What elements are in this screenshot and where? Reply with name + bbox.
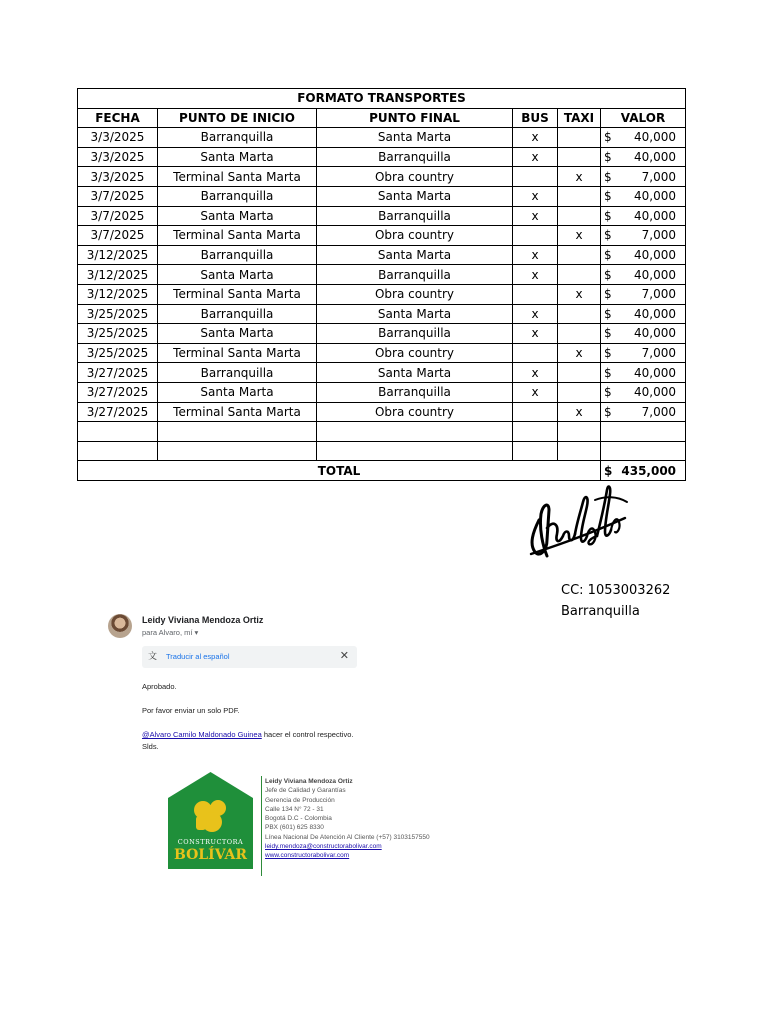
cell-final: Santa Marta xyxy=(317,245,513,265)
table-row xyxy=(78,226,686,246)
cell-fecha: 3/27/2025 xyxy=(78,363,158,383)
signer-city: Barranquilla xyxy=(561,604,640,619)
cell-bus: x xyxy=(513,245,558,265)
cell-final: Obra country xyxy=(317,284,513,304)
currency-symbol: $ xyxy=(604,404,612,419)
cell-final: Barranquilla xyxy=(317,265,513,285)
cell-valor xyxy=(601,128,686,148)
currency-symbol: $ xyxy=(604,150,612,165)
cell-taxi xyxy=(558,128,601,148)
cell-bus xyxy=(513,167,558,187)
cell-bus xyxy=(513,226,558,246)
col-header-bus: BUS xyxy=(513,108,558,128)
cell-final: Santa Marta xyxy=(317,363,513,383)
handwritten-signature xyxy=(525,480,635,565)
cell-valor xyxy=(601,304,686,324)
currency-symbol: $ xyxy=(604,287,612,302)
cell-final: Obra country xyxy=(317,402,513,422)
cell-bus xyxy=(513,284,558,304)
currency-symbol: $ xyxy=(604,365,612,380)
cell-fecha: 3/3/2025 xyxy=(78,147,158,167)
cell-inicio: Terminal Santa Marta xyxy=(158,284,317,304)
translate-icon: 文 xyxy=(148,651,158,661)
currency-symbol: $ xyxy=(604,189,612,204)
cell-valor xyxy=(601,147,686,167)
email-signature xyxy=(265,777,430,861)
cell-taxi: x xyxy=(558,343,601,363)
table-row xyxy=(78,324,686,344)
cell-valor xyxy=(601,402,686,422)
cell-taxi xyxy=(558,245,601,265)
cell-fecha: 3/25/2025 xyxy=(78,343,158,363)
cell-bus xyxy=(513,343,558,363)
cell-inicio: Terminal Santa Marta xyxy=(158,167,317,187)
valor-amount: 40,000 xyxy=(634,306,677,321)
cell-final: Santa Marta xyxy=(317,128,513,148)
cell-final: Santa Marta xyxy=(317,304,513,324)
cell-inicio: Terminal Santa Marta xyxy=(158,402,317,422)
currency-symbol: $ xyxy=(604,326,612,341)
logo-line-2: BOLÍVAR xyxy=(174,847,247,863)
col-header-inicio: PUNTO DE INICIO xyxy=(158,108,317,128)
email-body-line-1: Aprobado. xyxy=(142,682,177,691)
translate-bar xyxy=(142,646,357,668)
col-header-final: PUNTO FINAL xyxy=(317,108,513,128)
cell-inicio: Barranquilla xyxy=(158,363,317,383)
cell-bus: x xyxy=(513,128,558,148)
email-screenshot xyxy=(100,606,465,876)
signer-cc: CC: 1053003262 xyxy=(561,583,671,598)
cell-inicio: Santa Marta xyxy=(158,265,317,285)
cell-taxi xyxy=(558,363,601,383)
currency-symbol: $ xyxy=(604,267,612,282)
cell-final: Barranquilla xyxy=(317,147,513,167)
table-row xyxy=(78,402,686,422)
cell-fecha: 3/27/2025 xyxy=(78,402,158,422)
cell-fecha: 3/25/2025 xyxy=(78,304,158,324)
table-row xyxy=(78,382,686,402)
cell-inicio: Santa Marta xyxy=(158,147,317,167)
transport-table xyxy=(77,88,686,481)
cell-inicio: Barranquilla xyxy=(158,186,317,206)
cell-fecha: 3/7/2025 xyxy=(78,186,158,206)
logo-line-1: CONSTRUCTORA xyxy=(177,838,244,846)
currency-symbol: $ xyxy=(604,169,612,184)
cell-taxi: x xyxy=(558,402,601,422)
cell-inicio: Santa Marta xyxy=(158,324,317,344)
table-row xyxy=(78,343,686,363)
cell-inicio: Terminal Santa Marta xyxy=(158,343,317,363)
cell-fecha: 3/7/2025 xyxy=(78,206,158,226)
cell-inicio: Barranquilla xyxy=(158,304,317,324)
sig-role: Jefe de Calidad y Garantías xyxy=(265,787,346,795)
table-row xyxy=(78,128,686,148)
total-value-cell xyxy=(601,461,686,481)
cell-valor xyxy=(601,324,686,344)
cell-bus: x xyxy=(513,382,558,402)
valor-amount: 7,000 xyxy=(641,346,677,361)
close-icon[interactable]: ✕ xyxy=(339,650,349,662)
table-title: FORMATO TRANSPORTES xyxy=(78,89,686,109)
cell-inicio: Barranquilla xyxy=(158,128,317,148)
empty-row xyxy=(78,422,686,442)
cell-fecha: 3/3/2025 xyxy=(78,128,158,148)
cell-valor xyxy=(601,382,686,402)
col-header-fecha: FECHA xyxy=(78,108,158,128)
empty-row xyxy=(78,441,686,461)
cell-final: Obra country xyxy=(317,343,513,363)
cell-final: Obra country xyxy=(317,226,513,246)
table-title-row xyxy=(78,89,686,109)
table-row xyxy=(78,304,686,324)
cell-final: Santa Marta xyxy=(317,186,513,206)
cell-inicio: Barranquilla xyxy=(158,245,317,265)
cell-taxi xyxy=(558,324,601,344)
cell-inicio: Terminal Santa Marta xyxy=(158,226,317,246)
sig-web-link[interactable]: www.constructorabolivar.com xyxy=(265,852,350,860)
translate-link[interactable]: Traducir al español xyxy=(166,652,230,661)
cell-valor xyxy=(601,167,686,187)
cell-fecha: 3/12/2025 xyxy=(78,245,158,265)
email-recipient[interactable]: para Alvaro, mí ▾ xyxy=(142,628,199,637)
table-row xyxy=(78,206,686,226)
table-row xyxy=(78,265,686,285)
cell-valor xyxy=(601,284,686,304)
email-sender: Leidy Viviana Mendoza Ortiz xyxy=(142,615,264,625)
table-body xyxy=(78,128,686,422)
sender-avatar xyxy=(108,614,132,638)
cell-valor xyxy=(601,265,686,285)
cell-taxi xyxy=(558,147,601,167)
cell-inicio: Santa Marta xyxy=(158,206,317,226)
valor-amount: 40,000 xyxy=(634,150,677,165)
sig-address: Calle 134 N° 72 - 31 xyxy=(265,805,324,813)
cell-valor xyxy=(601,206,686,226)
table-row xyxy=(78,245,686,265)
email-body-line-3 xyxy=(142,730,353,739)
cell-fecha: 3/12/2025 xyxy=(78,284,158,304)
signature-divider xyxy=(261,776,262,876)
cell-bus: x xyxy=(513,147,558,167)
table-row xyxy=(78,284,686,304)
cell-fecha: 3/27/2025 xyxy=(78,382,158,402)
table-row xyxy=(78,186,686,206)
signer-info xyxy=(561,580,670,622)
valor-amount: 40,000 xyxy=(634,208,677,223)
sig-department: Gerencia de Producción xyxy=(265,796,335,804)
cell-final: Barranquilla xyxy=(317,382,513,402)
total-row xyxy=(78,461,686,481)
table-header-row xyxy=(78,108,686,128)
valor-amount: 40,000 xyxy=(634,326,677,341)
currency-symbol: $ xyxy=(604,130,612,145)
currency-symbol: $ xyxy=(604,385,612,400)
valor-amount: 7,000 xyxy=(641,404,677,419)
valor-amount: 40,000 xyxy=(634,130,677,145)
cell-taxi: x xyxy=(558,284,601,304)
cell-final: Barranquilla xyxy=(317,324,513,344)
cell-fecha: 3/12/2025 xyxy=(78,265,158,285)
currency-symbol: $ xyxy=(604,306,612,321)
col-header-taxi: TAXI xyxy=(558,108,601,128)
email-body-line-2: Por favor enviar un solo PDF. xyxy=(142,706,240,715)
cell-fecha: 3/7/2025 xyxy=(78,226,158,246)
currency-symbol: $ xyxy=(604,228,612,243)
valor-amount: 40,000 xyxy=(634,189,677,204)
currency-symbol: $ xyxy=(604,208,612,223)
currency-symbol: $ xyxy=(604,248,612,263)
valor-amount: 7,000 xyxy=(641,169,677,184)
sig-pbx: PBX (601) 625 8330 xyxy=(265,824,324,832)
cell-bus xyxy=(513,402,558,422)
cell-taxi xyxy=(558,382,601,402)
cell-fecha: 3/25/2025 xyxy=(78,324,158,344)
mention-text: hacer el control respectivo. xyxy=(261,730,354,739)
cell-valor xyxy=(601,245,686,265)
valor-amount: 40,000 xyxy=(634,267,677,282)
cell-taxi xyxy=(558,186,601,206)
valor-amount: 7,000 xyxy=(641,228,677,243)
cell-bus: x xyxy=(513,265,558,285)
cell-taxi: x xyxy=(558,167,601,187)
cell-taxi xyxy=(558,265,601,285)
currency-symbol: $ xyxy=(604,346,612,361)
valor-amount: 40,000 xyxy=(634,248,677,263)
valor-amount: 40,000 xyxy=(634,365,677,380)
total-label: TOTAL xyxy=(78,461,601,481)
cell-taxi: x xyxy=(558,226,601,246)
table-row xyxy=(78,363,686,383)
cell-fecha: 3/3/2025 xyxy=(78,167,158,187)
cell-bus: x xyxy=(513,304,558,324)
sig-name: Leidy Viviana Mendoza Ortiz xyxy=(265,778,353,785)
total-value: 435,000 xyxy=(621,463,677,478)
valor-amount: 40,000 xyxy=(634,385,677,400)
cell-final: Obra country xyxy=(317,167,513,187)
email-closing: Slds. xyxy=(142,742,159,751)
constructora-bolivar-logo xyxy=(168,772,253,869)
cell-valor xyxy=(601,186,686,206)
cell-bus: x xyxy=(513,186,558,206)
cell-taxi xyxy=(558,206,601,226)
cell-bus: x xyxy=(513,206,558,226)
col-header-valor: VALOR xyxy=(601,108,686,128)
cell-valor xyxy=(601,343,686,363)
sig-city: Bogotá D.C - Colombia xyxy=(265,815,332,823)
cell-valor xyxy=(601,226,686,246)
cell-bus: x xyxy=(513,324,558,344)
table-row xyxy=(78,147,686,167)
cell-inicio: Santa Marta xyxy=(158,382,317,402)
sig-hotline: Línea Nacional De Atención Al Cliente (+57) 3103157550 xyxy=(265,833,430,841)
cell-valor xyxy=(601,363,686,383)
cell-taxi xyxy=(558,304,601,324)
sig-email-link[interactable]: leidy.mendoza@constructorabolivar.com xyxy=(265,843,382,851)
valor-amount: 7,000 xyxy=(641,287,677,302)
mention-link[interactable]: @Alvaro Camilo Maldonado Guinea xyxy=(142,730,262,739)
cell-final: Barranquilla xyxy=(317,206,513,226)
cell-bus: x xyxy=(513,363,558,383)
table-row xyxy=(78,167,686,187)
total-currency: $ xyxy=(604,463,613,478)
